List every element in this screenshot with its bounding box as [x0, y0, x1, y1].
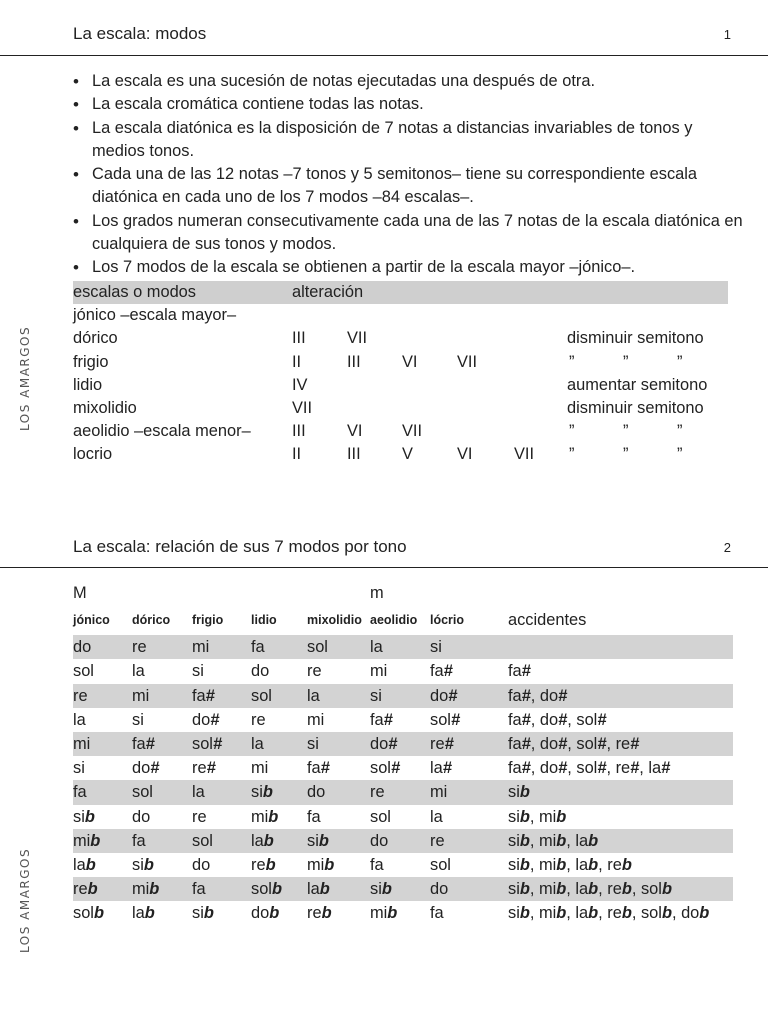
note-cell: reb — [307, 904, 332, 923]
note-cell: fa — [370, 855, 384, 874]
note-cell: mi — [251, 759, 269, 778]
column-header: jónico — [73, 613, 110, 628]
note-cell: fa# — [430, 662, 453, 681]
column-header: accidentes — [508, 611, 587, 630]
mode-name: frigio — [73, 352, 109, 371]
mode-name: aeolidio –escala menor– — [73, 422, 251, 441]
major-label: M — [73, 584, 87, 602]
note-cell: fa — [307, 807, 321, 826]
accidentals-cell: sib, mib — [508, 807, 567, 826]
note-cell: re — [307, 662, 322, 681]
ditto-mark: ” — [569, 422, 575, 441]
note-cell: sol — [307, 638, 328, 657]
mode-row — [73, 443, 763, 466]
column-header: aeolidio — [370, 613, 418, 628]
table-row — [73, 877, 733, 901]
note-cell: sib — [192, 904, 214, 923]
column-header-row — [73, 605, 733, 635]
mode-degree: VII — [402, 422, 423, 441]
mode-note: disminuir semitono — [567, 329, 704, 348]
accidentals-cell: sib — [508, 783, 530, 802]
bullet-item: • La escala cromática contiene todas las notas. — [73, 93, 743, 116]
note-cell: sol# — [430, 710, 461, 729]
note-cell: sol — [430, 855, 451, 874]
accidentals-cell: fa# — [508, 662, 531, 681]
column-header: lidio — [251, 613, 277, 628]
ditto-mark: ” — [623, 445, 629, 464]
note-cell: fa — [132, 831, 146, 850]
note-cell: do — [251, 662, 270, 681]
note-cell: do# — [132, 759, 160, 778]
mode-degree: VI — [347, 422, 363, 441]
note-cell: sib — [370, 880, 392, 899]
mode-degree: VII — [292, 398, 313, 417]
note-cell: la — [192, 783, 205, 802]
note-cell: lab — [132, 904, 155, 923]
note-cell: mib — [73, 831, 101, 850]
column-header: mixolidio — [307, 613, 362, 628]
mode-degree: II — [292, 352, 302, 371]
header-escalas: escalas o modos — [73, 283, 196, 301]
note-cell: fa# — [307, 759, 330, 778]
sidebar-brand: LOS AMARGOS — [18, 847, 32, 953]
table-row — [73, 805, 733, 829]
mode-name: jónico –escala mayor– — [73, 306, 237, 325]
note-cell: si — [430, 638, 442, 657]
mode-degree: V — [402, 445, 413, 464]
mode-degree: VII — [457, 352, 478, 371]
mode-name: dórico — [73, 329, 118, 348]
note-cell: si — [192, 662, 204, 681]
note-cell: la — [430, 807, 443, 826]
ditto-mark: ” — [677, 352, 683, 371]
note-cell: la — [132, 662, 145, 681]
note-cell: mib — [251, 807, 279, 826]
mode-row — [73, 327, 763, 350]
bullet-list — [73, 70, 743, 280]
note-cell: mi — [73, 734, 91, 753]
note-cell: do — [430, 880, 449, 899]
modes-table — [73, 281, 763, 467]
note-cell: si — [370, 686, 382, 705]
ditto-mark: ” — [569, 352, 575, 371]
mode-name: locrio — [73, 445, 113, 464]
note-cell: sol — [370, 807, 391, 826]
mode-row — [73, 374, 763, 397]
column-header: frigio — [192, 613, 224, 628]
note-cell: solb — [73, 904, 104, 923]
note-cell: fa# — [132, 734, 155, 753]
table-row — [73, 853, 733, 877]
column-header: lócrio — [430, 613, 465, 628]
note-cell: fa# — [192, 686, 215, 705]
note-cell: do — [307, 783, 326, 802]
table-row — [73, 829, 733, 853]
note-cell: re — [192, 807, 207, 826]
bullet-item: • Cada una de las 12 notas –7 tonos y 5 semitonos– tiene su correspondiente escala diatónica en cada uno de los 7 modos –84 escalas–. — [73, 163, 743, 210]
accidentals-cell: fa#, do#, sol# — [508, 710, 607, 729]
mode-name: mixolidio — [73, 398, 137, 417]
note-cell: sol — [132, 783, 153, 802]
note-cell: lab — [307, 880, 330, 899]
bullet-item: • La escala diatónica es la disposición de 7 notas a distancias invariables de tonos y medios tonos. — [73, 117, 743, 164]
note-cell: fa# — [370, 710, 393, 729]
ditto-mark: ” — [677, 422, 683, 441]
note-cell: sol# — [192, 734, 223, 753]
mode-row — [73, 304, 763, 327]
mode-row — [73, 420, 763, 443]
ditto-mark: ” — [623, 352, 629, 371]
note-cell: sol# — [370, 759, 401, 778]
note-cell: sib — [251, 783, 273, 802]
mode-degree: III — [347, 352, 361, 371]
note-cell: sol — [192, 831, 213, 850]
note-cell: reb — [73, 880, 98, 899]
mode-row — [73, 351, 763, 374]
note-cell: do — [370, 831, 389, 850]
note-cell: re — [370, 783, 385, 802]
note-cell: sol — [73, 662, 94, 681]
mode-degree: VII — [514, 445, 535, 464]
minor-label: m — [370, 584, 384, 602]
note-cell: fa — [430, 904, 444, 923]
accidentals-cell: sib, mib, lab — [508, 831, 599, 850]
bullet-item: • Los grados numeran consecutivamente cada una de las 7 notas de la escala diatónica en cualquiera de sus tonos y modos. — [73, 210, 743, 257]
note-cell: si — [132, 710, 144, 729]
section-title: La escala: relación de sus 7 modos por tono — [73, 537, 407, 556]
mode-note: aumentar semitono — [567, 375, 708, 394]
note-cell: solb — [251, 880, 282, 899]
note-cell: do# — [430, 686, 458, 705]
ditto-mark: ” — [623, 422, 629, 441]
note-cell: mib — [132, 880, 160, 899]
mode-degree: IV — [292, 375, 308, 394]
bullet-item: • La escala es una sucesión de notas ejecutadas una después de otra. — [73, 70, 743, 93]
ditto-mark: ” — [569, 445, 575, 464]
column-header: dórico — [132, 613, 171, 628]
note-cell: lab — [73, 855, 96, 874]
note-cell: re# — [192, 759, 216, 778]
note-cell: sib — [307, 831, 329, 850]
note-cell: reb — [251, 855, 276, 874]
group-label-row — [73, 581, 733, 605]
note-cell: si — [307, 734, 319, 753]
note-cell: la — [251, 734, 264, 753]
note-cell: re — [251, 710, 266, 729]
note-cell: la — [73, 710, 86, 729]
note-cell: re — [73, 686, 88, 705]
note-cell: do — [132, 807, 151, 826]
note-cell: sib — [132, 855, 154, 874]
header-rule — [0, 55, 768, 56]
mode-degree: VI — [457, 445, 473, 464]
note-cell: do — [73, 638, 92, 657]
note-cell: mi — [192, 638, 210, 657]
page-number: 1 — [723, 27, 731, 42]
note-cell: re — [430, 831, 445, 850]
note-cell: la — [307, 686, 320, 705]
accidentals-cell: sib, mib, lab, reb — [508, 855, 632, 874]
note-cell: do# — [370, 734, 398, 753]
header-rule — [0, 567, 768, 568]
note-cell: la# — [430, 759, 452, 778]
accidentals-cell: sib, mib, lab, reb, solb, dob — [508, 904, 710, 923]
table-row — [73, 684, 733, 708]
table-row — [73, 659, 733, 683]
table-row — [73, 732, 733, 756]
note-cell: mi — [370, 662, 388, 681]
table-row — [73, 780, 733, 804]
modes-table-header — [73, 281, 728, 304]
note-cell: mi — [307, 710, 325, 729]
mode-degree: III — [347, 445, 361, 464]
mode-row — [73, 397, 763, 420]
page-number: 2 — [723, 540, 731, 555]
note-cell: sol — [251, 686, 272, 705]
section-modos — [0, 0, 768, 500]
accidentals-cell: fa#, do# — [508, 686, 568, 705]
table-row — [73, 756, 733, 780]
bullet-item: • Los 7 modos de la escala se obtienen a partir de la escala mayor –jónico–. — [73, 256, 743, 279]
note-cell: mi — [430, 783, 448, 802]
mode-degree: III — [292, 329, 306, 348]
note-cell: fa — [251, 638, 265, 657]
note-cell: do — [192, 855, 211, 874]
note-cell: re — [132, 638, 147, 657]
note-cell: fa — [192, 880, 206, 899]
table-row — [73, 635, 733, 659]
header-alteracion: alteración — [292, 283, 364, 301]
section-title: La escala: modos — [73, 24, 207, 43]
note-cell: dob — [251, 904, 280, 923]
ditto-mark: ” — [677, 445, 683, 464]
mode-degree: III — [292, 422, 306, 441]
modes-by-tone-table — [73, 581, 733, 925]
note-cell: sib — [73, 807, 95, 826]
mode-degree: II — [292, 445, 302, 464]
note-cell: mib — [370, 904, 398, 923]
accidentals-cell: sib, mib, lab, reb, solb — [508, 880, 672, 899]
accidentals-cell: fa#, do#, sol#, re#, la# — [508, 759, 671, 778]
sidebar-brand: LOS AMARGOS — [18, 325, 32, 431]
note-cell: si — [73, 759, 85, 778]
note-cell: lab — [251, 831, 274, 850]
note-cell: do# — [192, 710, 220, 729]
mode-name: lidio — [73, 375, 103, 394]
table-row — [73, 901, 733, 925]
mode-degree: VI — [402, 352, 418, 371]
mode-degree: VII — [347, 329, 368, 348]
note-cell: fa — [73, 783, 87, 802]
table-row — [73, 708, 733, 732]
note-cell: mi — [132, 686, 150, 705]
mode-note: disminuir semitono — [567, 398, 704, 417]
note-cell: re# — [430, 734, 454, 753]
note-cell: la — [370, 638, 383, 657]
accidentals-cell: fa#, do#, sol#, re# — [508, 734, 640, 753]
note-cell: mib — [307, 855, 335, 874]
